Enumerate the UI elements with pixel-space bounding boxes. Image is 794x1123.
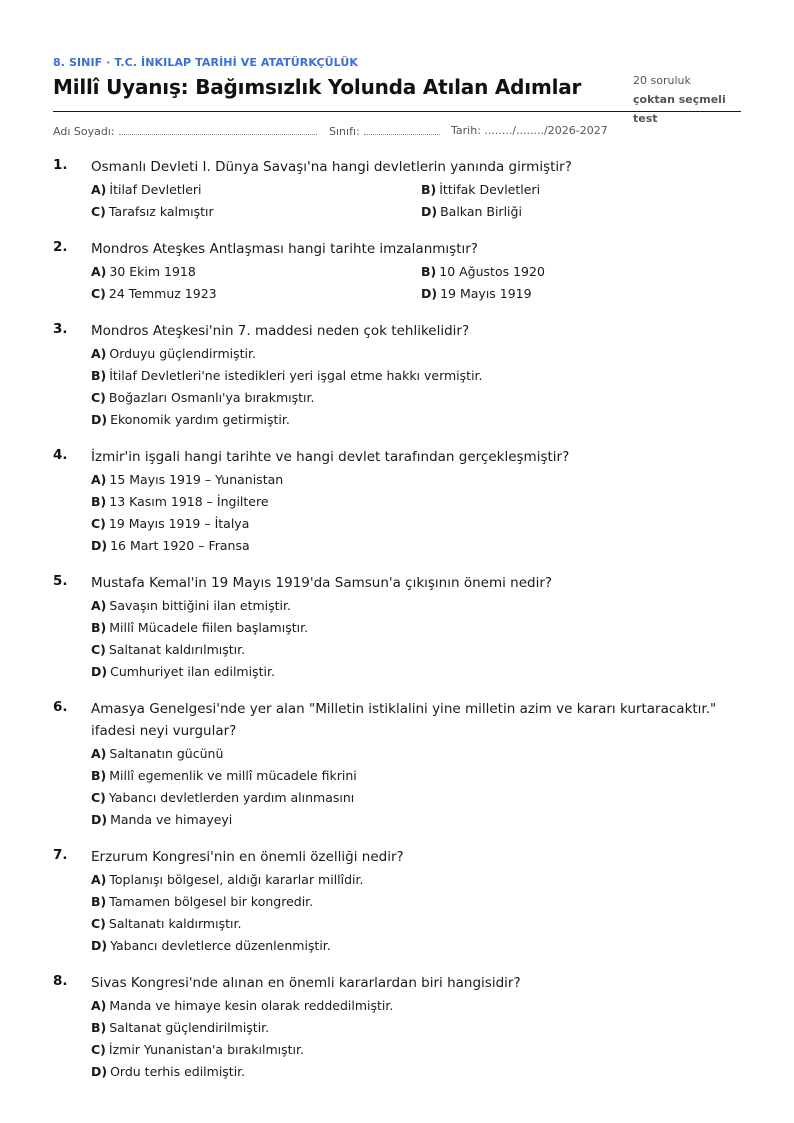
option-text: Tamamen bölgesel bir kongredir. bbox=[109, 894, 314, 909]
question-text: Sivas Kongresi'nde alınan en önemli kararlardan biri hangisidir? bbox=[91, 975, 521, 991]
answer-option[interactable] bbox=[91, 343, 741, 365]
question-number: 4. bbox=[53, 447, 68, 463]
option-letter: A) bbox=[91, 472, 107, 487]
answer-options bbox=[91, 343, 741, 431]
option-text: Millî egemenlik ve millî mücadele fikrini bbox=[109, 768, 357, 783]
question-text: Osmanlı Devleti I. Dünya Savaşı'na hangi devletlerin yanında girmiştir? bbox=[91, 159, 572, 175]
answer-option[interactable] bbox=[91, 261, 421, 283]
option-letter: D) bbox=[91, 538, 108, 553]
option-letter: B) bbox=[91, 494, 107, 509]
question-item bbox=[53, 846, 741, 957]
option-letter: C) bbox=[91, 516, 106, 531]
answer-option[interactable] bbox=[91, 661, 741, 683]
header-divider bbox=[53, 111, 741, 112]
option-letter: D) bbox=[91, 1064, 108, 1079]
answer-option[interactable] bbox=[91, 1017, 741, 1039]
student-info-fields bbox=[53, 124, 741, 140]
option-text: İzmir Yunanistan'a bırakılmıştır. bbox=[108, 1042, 304, 1057]
test-type: çoktan seçmeli test bbox=[633, 93, 726, 125]
answer-option[interactable] bbox=[91, 995, 741, 1017]
option-text: 15 Mayıs 1919 – Yunanistan bbox=[109, 472, 284, 487]
option-text: İtilaf Devletleri bbox=[109, 182, 202, 197]
answer-option[interactable] bbox=[421, 283, 741, 305]
question-text: Amasya Genelgesi'nde yer alan "Milletin istiklalini yine milletin azim ve kararı kurtaracaktır." ifadesi neyi vurgular? bbox=[91, 701, 717, 739]
page-title: Millî Uyanış: Bağımsızlık Yolunda Atılan Adımlar bbox=[53, 75, 582, 99]
option-letter: B) bbox=[91, 1020, 107, 1035]
option-letter: A) bbox=[91, 998, 107, 1013]
option-text: İtilaf Devletleri'ne istedikleri yeri işgal etme hakkı vermiştir. bbox=[109, 368, 483, 383]
date-label: Tarih: ......../......../2026-2027 bbox=[451, 124, 608, 137]
option-letter: C) bbox=[91, 204, 106, 219]
question-item bbox=[53, 446, 741, 557]
option-letter: A) bbox=[91, 264, 107, 279]
answer-options bbox=[91, 869, 741, 957]
option-text: Manda ve himayeyi bbox=[110, 812, 233, 827]
option-letter: A) bbox=[91, 598, 107, 613]
option-text: Saltanatın gücünü bbox=[109, 746, 224, 761]
option-text: Boğazları Osmanlı'ya bırakmıştır. bbox=[108, 390, 315, 405]
answer-option[interactable] bbox=[91, 935, 741, 957]
answer-options bbox=[91, 595, 741, 683]
answer-options bbox=[91, 261, 741, 305]
answer-option[interactable] bbox=[91, 283, 421, 305]
option-text: Tarafsız kalmıştır bbox=[108, 204, 214, 219]
option-letter: D) bbox=[91, 812, 108, 827]
option-letter: C) bbox=[91, 642, 106, 657]
question-number: 5. bbox=[53, 573, 68, 589]
name-field[interactable] bbox=[53, 124, 317, 138]
answer-option[interactable] bbox=[421, 201, 741, 223]
answer-option[interactable] bbox=[91, 869, 741, 891]
option-text: Ekonomik yardım getirmiştir. bbox=[110, 412, 290, 427]
answer-option[interactable] bbox=[91, 809, 741, 831]
question-item bbox=[53, 320, 741, 431]
class-field[interactable] bbox=[329, 124, 440, 138]
option-letter: C) bbox=[91, 1042, 106, 1057]
answer-option[interactable] bbox=[91, 409, 741, 431]
name-blank[interactable] bbox=[119, 124, 317, 135]
option-letter: A) bbox=[91, 746, 107, 761]
option-letter: C) bbox=[91, 286, 106, 301]
answer-options bbox=[91, 743, 741, 831]
option-text: Ordu terhis edilmiştir. bbox=[110, 1064, 246, 1079]
answer-option[interactable] bbox=[91, 891, 741, 913]
question-number: 1. bbox=[53, 157, 68, 173]
option-letter: B) bbox=[91, 894, 107, 909]
option-letter: C) bbox=[91, 916, 106, 931]
question-text: Erzurum Kongresi'nin en önemli özelliği nedir? bbox=[91, 849, 404, 865]
option-text: Orduyu güçlendirmiştir. bbox=[109, 346, 256, 361]
question-item bbox=[53, 572, 741, 683]
question-number: 3. bbox=[53, 321, 68, 337]
option-text: 19 Mayıs 1919 – İtalya bbox=[108, 516, 250, 531]
option-letter: B) bbox=[421, 264, 437, 279]
option-text: 16 Mart 1920 – Fransa bbox=[110, 538, 250, 553]
question-text: Mondros Ateşkes Antlaşması hangi tarihte imzalanmıştır? bbox=[91, 241, 478, 257]
test-meta bbox=[633, 71, 741, 128]
option-text: 24 Temmuz 1923 bbox=[108, 286, 217, 301]
option-text: Toplanışı bölgesel, aldığı kararlar millîdir. bbox=[109, 872, 364, 887]
option-text: Manda ve himaye kesin olarak reddedilmiştir. bbox=[109, 998, 394, 1013]
option-letter: C) bbox=[91, 790, 106, 805]
option-text: Cumhuriyet ilan edilmiştir. bbox=[110, 664, 275, 679]
question-number: 7. bbox=[53, 847, 68, 863]
question-text: Mondros Ateşkesi'nin 7. maddesi neden çok tehlikelidir? bbox=[91, 323, 470, 339]
question-item bbox=[53, 238, 741, 305]
option-letter: B) bbox=[91, 768, 107, 783]
question-text: Mustafa Kemal'in 19 Mayıs 1919'da Samsun'a çıkışının önemi nedir? bbox=[91, 575, 553, 591]
name-label: Adı Soyadı: bbox=[53, 125, 115, 138]
option-text: Saltanatı kaldırmıştır. bbox=[108, 916, 242, 931]
answer-option[interactable] bbox=[91, 1061, 741, 1083]
answer-options bbox=[91, 995, 741, 1083]
option-text: 30 Ekim 1918 bbox=[109, 264, 196, 279]
option-letter: B) bbox=[91, 620, 107, 635]
course-kicker: 8. SINIF · T.C. İNKILAP TARİHİ VE ATATÜRKÇÜLÜK bbox=[53, 56, 359, 69]
class-blank[interactable] bbox=[364, 124, 440, 135]
option-letter: D) bbox=[91, 664, 108, 679]
answer-option[interactable] bbox=[91, 1039, 741, 1061]
option-letter: B) bbox=[91, 368, 107, 383]
answer-option[interactable] bbox=[91, 787, 741, 809]
question-item bbox=[53, 698, 741, 831]
option-text: İttifak Devletleri bbox=[439, 182, 541, 197]
question-list bbox=[53, 156, 741, 1098]
answer-option[interactable] bbox=[91, 387, 741, 409]
question-number: 6. bbox=[53, 699, 68, 715]
option-text: 19 Mayıs 1919 bbox=[440, 286, 532, 301]
answer-option[interactable] bbox=[91, 469, 741, 491]
option-letter: D) bbox=[91, 412, 108, 427]
answer-option[interactable] bbox=[421, 261, 741, 283]
class-label: Sınıfı: bbox=[329, 125, 360, 138]
option-text: 10 Ağustos 1920 bbox=[439, 264, 545, 279]
option-text: Yabancı devletlerden yardım alınmasını bbox=[108, 790, 355, 805]
option-text: Yabancı devletlerce düzenlenmiştir. bbox=[110, 938, 331, 953]
answer-option[interactable] bbox=[91, 913, 741, 935]
answer-option[interactable] bbox=[91, 365, 741, 387]
option-text: Savaşın bittiğini ilan etmiştir. bbox=[109, 598, 291, 613]
answer-options bbox=[91, 469, 741, 557]
question-item bbox=[53, 972, 741, 1083]
question-item bbox=[53, 156, 741, 223]
option-letter: A) bbox=[91, 872, 107, 887]
answer-option[interactable] bbox=[91, 639, 741, 661]
question-number: 8. bbox=[53, 973, 68, 989]
answer-option[interactable] bbox=[421, 179, 741, 201]
option-letter: B) bbox=[421, 182, 437, 197]
option-text: Millî Mücadele fiilen başlamıştır. bbox=[109, 620, 309, 635]
answer-option[interactable] bbox=[91, 491, 741, 513]
answer-options bbox=[91, 179, 741, 223]
option-letter: A) bbox=[91, 346, 107, 361]
answer-option[interactable] bbox=[91, 179, 421, 201]
option-letter: D) bbox=[421, 286, 438, 301]
answer-option[interactable] bbox=[91, 513, 741, 535]
option-letter: D) bbox=[91, 938, 108, 953]
option-letter: C) bbox=[91, 390, 106, 405]
option-text: Saltanat güçlendirilmiştir. bbox=[109, 1020, 270, 1035]
answer-option[interactable] bbox=[91, 535, 741, 557]
option-text: Balkan Birliği bbox=[440, 204, 522, 219]
question-number: 2. bbox=[53, 239, 68, 255]
answer-option[interactable] bbox=[91, 617, 741, 639]
option-letter: A) bbox=[91, 182, 107, 197]
answer-option[interactable] bbox=[91, 201, 421, 223]
option-letter: D) bbox=[421, 204, 438, 219]
answer-option[interactable] bbox=[91, 765, 741, 787]
option-text: Saltanat kaldırılmıştır. bbox=[108, 642, 246, 657]
answer-option[interactable] bbox=[91, 743, 741, 765]
option-text: 13 Kasım 1918 – İngiltere bbox=[109, 494, 269, 509]
question-text: İzmir'in işgali hangi tarihte ve hangi devlet tarafından gerçekleşmiştir? bbox=[91, 449, 570, 465]
question-count: 20 soruluk bbox=[633, 74, 691, 87]
answer-option[interactable] bbox=[91, 595, 741, 617]
date-field[interactable] bbox=[451, 124, 608, 137]
